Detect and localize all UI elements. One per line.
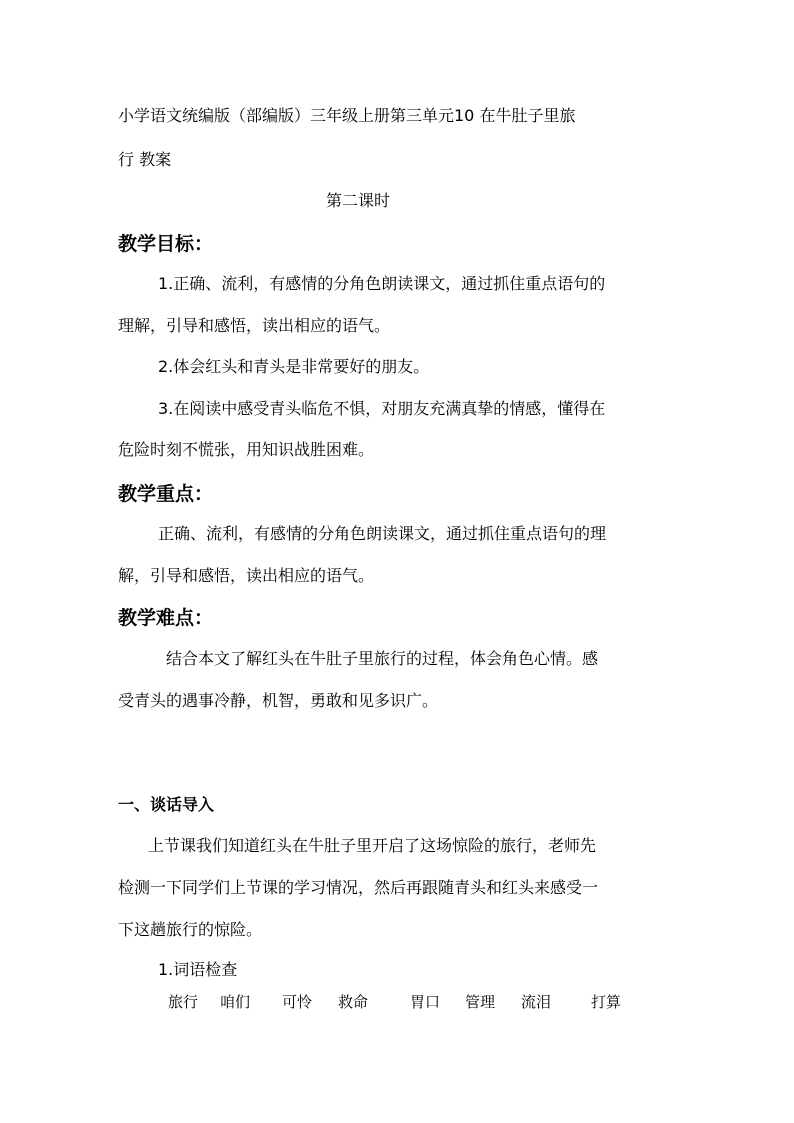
- word-list: [0, 992, 794, 1014]
- difficulty-line-2: 受青头的遇事冷静，机智，勇敢和见多识广。: [118, 691, 439, 710]
- section-1-line-3: 下这趟旅行的惊险。: [118, 920, 263, 939]
- word-item: 胃口: [410, 993, 441, 1011]
- key-heading: 教学重点：: [118, 483, 214, 505]
- key-line-1: 正确、流利，有感情的分角色朗读课文，通过抓住重点语句的理: [158, 524, 607, 543]
- goal-1-line-1: 1.正确、流利，有感情的分角色朗读课文，通过抓住重点语句的: [158, 274, 606, 293]
- word-item: 旅行: [168, 993, 199, 1011]
- doc-title-line-2: 行 教案: [118, 150, 172, 169]
- word-item: 流泪: [521, 993, 552, 1011]
- goal-3-line-1: 3.在阅读中感受青头临危不惧，对朋友充满真挚的情感，懂得在: [158, 399, 606, 418]
- lesson-label: 第二课时: [325, 191, 390, 210]
- word-item: 咱们: [220, 993, 251, 1011]
- goal-1-line-2: 理解，引导和感悟，读出相应的语气。: [118, 316, 391, 335]
- section-1-line-1: 上节课我们知道红头在牛肚子里开启了这场惊险的旅行，老师先: [148, 836, 597, 855]
- goal-3-line-2: 危险时刻不慌张，用知识战胜困难。: [118, 440, 375, 459]
- key-line-2: 解，引导和感悟，读出相应的语气。: [118, 566, 375, 585]
- doc-title-line-1: 小学语文统编版（部编版）三年级上册第三单元10 在牛肚子里旅: [118, 106, 576, 125]
- word-item: 救命: [338, 993, 369, 1011]
- word-item: 可怜: [282, 993, 313, 1011]
- difficulty-heading: 教学难点：: [118, 607, 214, 629]
- difficulty-line-1: 结合本文了解红头在牛肚子里旅行的过程，体会角色心情。感: [166, 649, 599, 668]
- word-check-heading: 1.词语检查: [158, 960, 238, 979]
- word-item: 打算: [591, 993, 622, 1011]
- section-1-heading: 一、谈话导入: [118, 795, 215, 814]
- section-1-line-2: 检测一下同学们上节课的学习情况，然后再跟随青头和红头来感受一: [118, 878, 599, 897]
- word-item: 管理: [465, 993, 496, 1011]
- goal-2: 2.体会红头和青头是非常要好的朋友。: [158, 357, 430, 376]
- goals-heading: 教学目标：: [118, 233, 214, 255]
